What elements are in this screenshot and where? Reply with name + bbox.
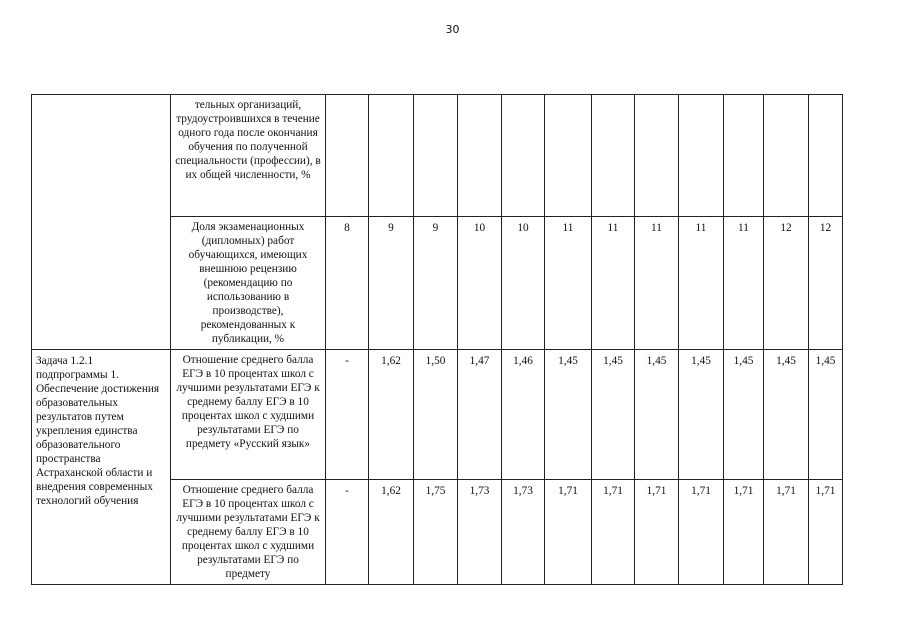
indicator-value: 11 <box>724 217 764 350</box>
indicator-value: 12 <box>764 217 809 350</box>
indicator-value: 1,75 <box>414 480 458 585</box>
task-description: Задача 1.2.1 подпрограммы 1. Обеспечение достижения образовательных результатов путем укрепления единства образовательного пространства Астраханской области и внедрения современных технологий обучения <box>32 350 171 585</box>
indicator-value <box>458 95 502 217</box>
indicator-value <box>369 95 414 217</box>
indicator-value: 11 <box>635 217 679 350</box>
indicator-value <box>764 95 809 217</box>
indicator-value <box>545 95 592 217</box>
indicator-value: 1,45 <box>592 350 635 480</box>
indicator-value: 12 <box>809 217 843 350</box>
indicator-value: 1,45 <box>809 350 843 480</box>
indicator-value: 1,71 <box>764 480 809 585</box>
indicator-value: 1,73 <box>502 480 545 585</box>
indicator-description: Отношение среднего балла ЕГЭ в 10 процентах школ с лучшими результатами ЕГЭ к среднему баллу ЕГЭ в 10 процентах школ с худшими результатами ЕГЭ по предмету <box>171 480 326 585</box>
indicator-value: 1,45 <box>724 350 764 480</box>
indicator-value: 1,71 <box>679 480 724 585</box>
indicator-value: 1,45 <box>764 350 809 480</box>
indicator-value: 10 <box>458 217 502 350</box>
table-row <box>32 95 843 217</box>
indicator-value: 1,71 <box>809 480 843 585</box>
indicator-value: 1,71 <box>724 480 764 585</box>
indicator-value: 11 <box>679 217 724 350</box>
indicator-value: 1,45 <box>545 350 592 480</box>
indicator-value: 1,45 <box>635 350 679 480</box>
indicator-value: 1,45 <box>679 350 724 480</box>
indicator-value <box>326 95 369 217</box>
indicator-value: 1,50 <box>414 350 458 480</box>
indicator-value: 1,71 <box>635 480 679 585</box>
indicator-value: 1,62 <box>369 480 414 585</box>
empty-task-cell <box>32 95 171 350</box>
indicator-value <box>809 95 843 217</box>
indicator-value <box>592 95 635 217</box>
page-number: 30 <box>445 23 460 36</box>
indicator-value: 1,62 <box>369 350 414 480</box>
indicator-value <box>414 95 458 217</box>
indicator-description: тельных организаций, трудоустроившихся в течение одного года после окончания обучения по полученной специальности (профессии), в их общей численности, % <box>171 95 326 217</box>
table-row <box>32 350 843 480</box>
indicator-value <box>724 95 764 217</box>
indicator-value: 11 <box>545 217 592 350</box>
indicator-value: 1,71 <box>592 480 635 585</box>
indicator-value: 8 <box>326 217 369 350</box>
indicator-value: - <box>326 480 369 585</box>
indicator-value: 11 <box>592 217 635 350</box>
indicator-value <box>502 95 545 217</box>
indicator-value: 1,73 <box>458 480 502 585</box>
indicator-description: Отношение среднего балла ЕГЭ в 10 процентах школ с лучшими результатами ЕГЭ к среднему баллу ЕГЭ в 10 процентах школ с худшими результатами ЕГЭ по предмету «Русский язык» <box>171 350 326 480</box>
indicator-value: 1,47 <box>458 350 502 480</box>
indicator-value: 1,46 <box>502 350 545 480</box>
indicator-value: 10 <box>502 217 545 350</box>
indicator-description: Доля экзаменационных (дипломных) работ обучающихся, имеющих внешнюю рецензию (рекомендацию по использованию в производстве), рекомендованных к публикации, % <box>171 217 326 350</box>
indicator-value: 9 <box>369 217 414 350</box>
indicators-table <box>31 94 843 585</box>
indicator-value <box>635 95 679 217</box>
indicator-value: - <box>326 350 369 480</box>
indicator-value <box>679 95 724 217</box>
indicator-value: 9 <box>414 217 458 350</box>
indicator-value: 1,71 <box>545 480 592 585</box>
